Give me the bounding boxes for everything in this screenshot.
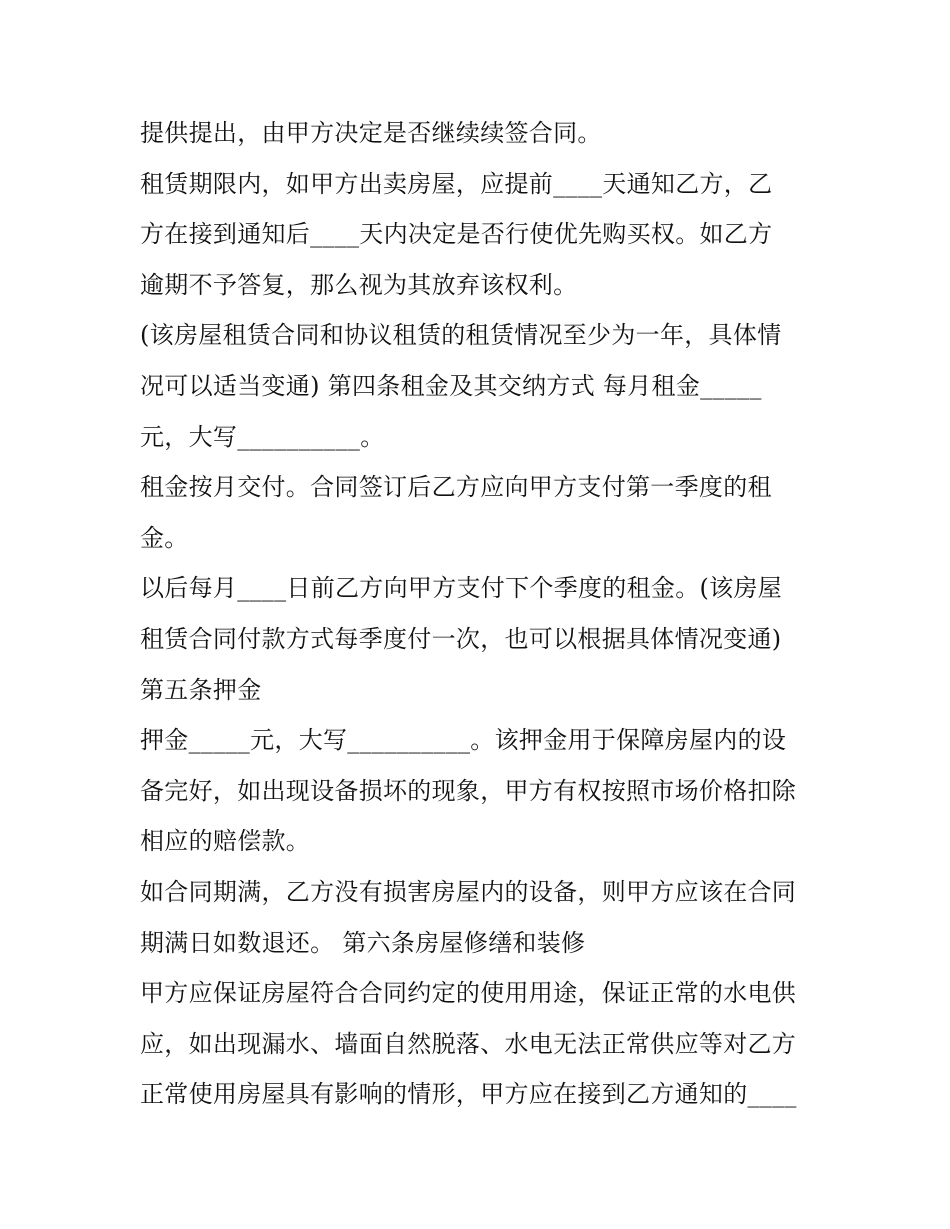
text-line: 相应的赔偿款。 — [140, 827, 311, 856]
text-line: 提供提出，由甲方决定是否继续续签合同。 — [140, 119, 602, 147]
text-line: 如合同期满，乙方没有损害房屋内的设备，则甲方应该在合同 — [140, 877, 797, 906]
text-line: 押金_____元，大写__________。该押金用于保障房屋内的设 — [140, 726, 787, 755]
text-line: 备完好，如出现设备损坏的现象，甲方有权按照市场价格扣除 — [140, 776, 797, 805]
document-body — [140, 108, 830, 1120]
text-line: (该房屋租赁合同和协议租赁的租赁情况至少为一年，具体情 — [140, 321, 782, 350]
text-line: 甲方应保证房屋符合合同约定的使用用途，保证正常的水电供 — [140, 979, 797, 1008]
text-line: 方在接到通知后____天内决定是否行使优先购买权。如乙方 — [140, 220, 773, 249]
text-line: 以后每月____日前乙方向甲方支付下个季度的租金。(该房屋 — [140, 574, 783, 603]
text-line: 应，如出现漏水、墙面自然脱落、水电无法正常供应等对乙方 — [140, 1029, 797, 1058]
text-line: 正常使用房屋具有影响的情形，甲方应在接到乙方通知的____ — [140, 1080, 797, 1109]
text-line: 金。 — [140, 523, 189, 552]
text-line: 租赁期限内，如甲方出卖房屋，应提前____天通知乙方，乙 — [140, 169, 773, 198]
text-line: 租金按月交付。合同签订后乙方应向甲方支付第一季度的租 — [140, 473, 772, 502]
text-line: 元，大写__________。 — [140, 422, 385, 451]
text-line: 租赁合同付款方式每季度付一次，也可以根据具体情况变通) — [140, 624, 782, 653]
text-line: 期满日如数退还。 第六条房屋修缮和装修 — [140, 928, 586, 957]
text-line: 逾期不予答复，那么视为其放弃该权利。 — [140, 270, 578, 299]
section-heading: 第五条押金 — [140, 675, 262, 704]
text-line: 况可以适当变通) 第四条租金及其交纳方式 每月租金_____ — [140, 371, 762, 400]
